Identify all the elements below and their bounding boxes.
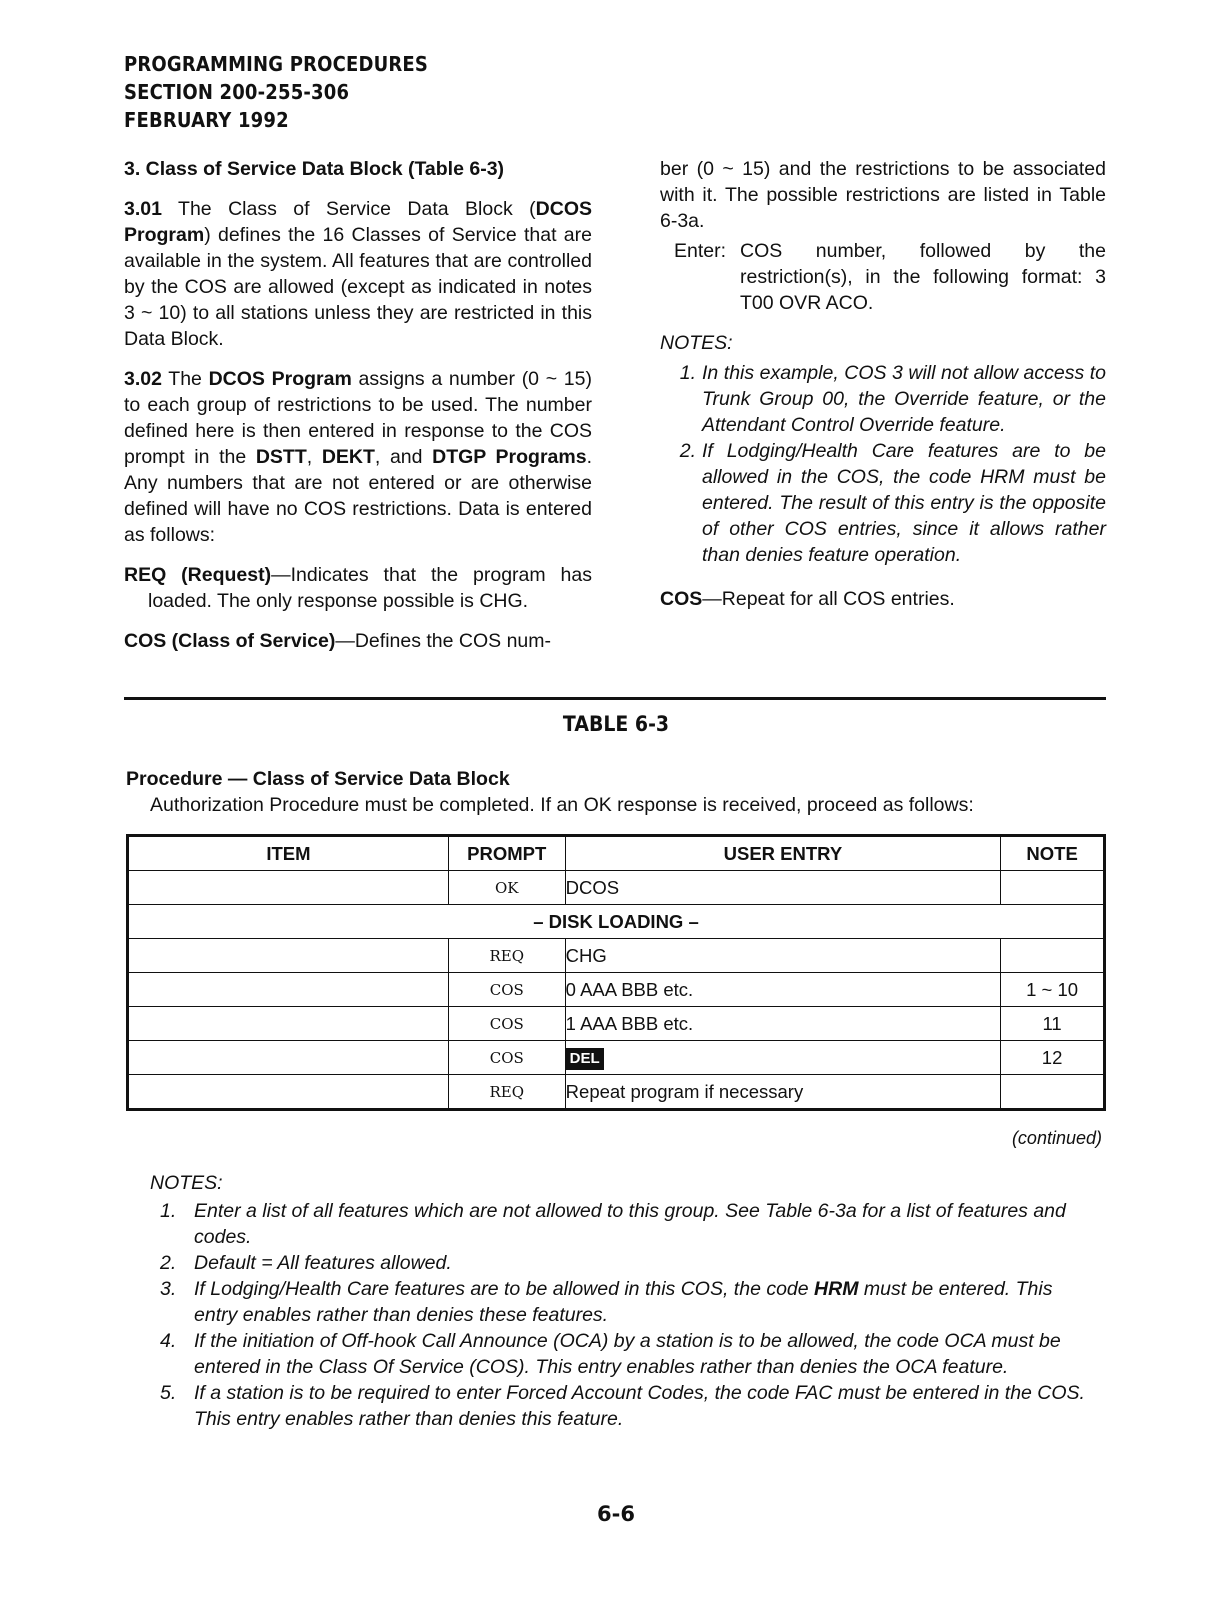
procedure-title: Procedure — Class of Service Data Block xyxy=(126,768,510,790)
page-header xyxy=(124,50,428,134)
table-row xyxy=(128,1075,1105,1110)
definition: —Indicates that the program has loaded. The only response possible is CHG. xyxy=(148,564,592,612)
paragraph-3-01 xyxy=(124,196,592,352)
note-number: 3. xyxy=(160,1278,177,1300)
paragraph-text: ) defines the 16 Classes of Service that are available in the system. All features that are controlled by the COS are allowed (except as indicated in notes 3 ~ 10) to all stations unless they are restricted in this Data Block. xyxy=(124,224,592,350)
table-row xyxy=(128,1007,1105,1041)
cos-continuation: ber (0 ~ 15) and the restrictions to be associated with it. The possible restrictions are listed in Table 6-3a. xyxy=(660,158,1106,232)
cell-item xyxy=(128,939,449,973)
paragraph-bold: DTGP Programs xyxy=(432,446,587,468)
cell-item xyxy=(128,1075,449,1110)
note-text: Enter a list of all features which are not allowed to this group. See Table 6-3a for a list of features and codes. xyxy=(194,1200,1066,1248)
notes-list xyxy=(660,360,1106,568)
table-row-disk-loading xyxy=(128,905,1105,939)
header-section: SECTION 200-255-306 xyxy=(124,80,350,104)
cell-prompt: COS xyxy=(448,1007,565,1041)
req-definition xyxy=(124,562,592,614)
del-key-icon: DEL xyxy=(566,1048,604,1070)
paragraph-text: . Any numbers that are not entered or are otherwise defined will have no COS restrictions. Data is entered as follows: xyxy=(124,446,593,546)
header-title: PROGRAMMING PROCEDURES xyxy=(124,52,429,76)
cos-definition xyxy=(124,628,592,654)
cell-note: 12 xyxy=(1001,1041,1105,1075)
continued-label: (continued) xyxy=(1011,1128,1102,1148)
paragraph-number: 3.02 xyxy=(124,368,162,390)
term: COS (Class of Service) xyxy=(124,630,336,652)
cell-entry: 1 AAA BBB etc. xyxy=(565,1007,1001,1041)
cell-entry: CHG xyxy=(565,939,1001,973)
table-note-item xyxy=(150,1276,1090,1328)
left-column xyxy=(124,156,592,668)
paragraph-text: , xyxy=(306,446,322,468)
paragraph-text: assigns a number (0 ~ 15) to each group of restrictions to be used. The number defined here is then entered in response to the COS prompt in the xyxy=(124,368,592,468)
table-notes xyxy=(150,1170,1090,1432)
enter-instruction xyxy=(674,238,1106,316)
note-text: If Lodging/Health Care features are to be allowed in the COS, the code HRM must be entered. The result of this entry is the opposite of other COS entries, since it allows rather than denies feature operation. xyxy=(702,440,1106,566)
table-title: TABLE 6-3 xyxy=(562,712,670,736)
procedure-table xyxy=(126,834,1106,1111)
disk-loading-label: – DISK LOADING – xyxy=(128,905,1105,939)
enter-label: Enter: xyxy=(674,240,727,262)
paragraph-3-02 xyxy=(124,366,592,548)
cell-prompt: COS xyxy=(448,973,565,1007)
table-row xyxy=(128,973,1105,1007)
cell-item xyxy=(128,1007,449,1041)
paragraph-bold: DSTT xyxy=(255,446,307,468)
table-note-item xyxy=(150,1380,1090,1432)
header-date: FEBRUARY 1992 xyxy=(124,108,289,132)
cell-prompt: COS xyxy=(448,1041,565,1075)
note-text-part: If Lodging/Health Care features are to be allowed in this COS, the code xyxy=(194,1278,815,1300)
cell-entry: DCOS xyxy=(565,871,1001,905)
table-header-row xyxy=(128,836,1105,871)
term: REQ (Request) xyxy=(124,564,272,586)
cell-note xyxy=(1001,1075,1105,1110)
note-number: 2. xyxy=(679,440,696,462)
table-row xyxy=(128,939,1105,973)
notes-heading: NOTES: xyxy=(660,332,733,354)
paragraph-bold: DEKT xyxy=(321,446,375,468)
note-number: 1. xyxy=(679,362,696,384)
table-notes-heading: NOTES: xyxy=(150,1172,223,1194)
header-prompt: PROMPT xyxy=(448,836,565,871)
cell-item xyxy=(128,1041,449,1075)
cell-note xyxy=(1001,871,1105,905)
note-text: In this example, COS 3 will not allow access to Trunk Group 00, the Override feature, or the Attendant Control Override feature. xyxy=(702,362,1106,436)
cell-note: 1 ~ 10 xyxy=(1001,973,1105,1007)
cell-note: 11 xyxy=(1001,1007,1105,1041)
cell-entry: Repeat program if necessary xyxy=(565,1075,1001,1110)
note-number: 1. xyxy=(160,1200,177,1222)
enter-text: COS number, followed by the restriction(s), in the following format: 3 T00 OVR ACO. xyxy=(740,240,1106,314)
header-item: ITEM xyxy=(128,836,449,871)
section-divider xyxy=(124,697,1106,700)
table-note-item xyxy=(150,1198,1090,1250)
note-text: Default = All features allowed. xyxy=(194,1252,452,1274)
cell-prompt: REQ xyxy=(448,1075,565,1110)
cell-entry: 0 AAA BBB etc. xyxy=(565,973,1001,1007)
procedure-subtitle: Authorization Procedure must be completed. If an OK response is received, proceed as follows: xyxy=(150,794,974,816)
note-number: 2. xyxy=(160,1252,177,1274)
paragraph-number: 3.01 xyxy=(124,198,162,220)
note-number: 4. xyxy=(160,1330,177,1352)
cos-repeat xyxy=(660,586,1106,612)
cell-prompt: OK xyxy=(448,871,565,905)
right-column xyxy=(660,156,1106,626)
note-text xyxy=(194,1276,1090,1328)
paragraph-text: The xyxy=(161,368,209,390)
paragraph-text: , and xyxy=(374,446,433,468)
definition: —Defines the COS num- xyxy=(335,630,552,652)
page-number: 6-6 xyxy=(597,1502,635,1526)
cell-item xyxy=(128,871,449,905)
note-text-part: must be entered. This entry enables rather than denies these features. xyxy=(194,1278,1053,1326)
note-item xyxy=(660,360,1106,438)
note-number: 5. xyxy=(160,1382,177,1404)
table-note-item xyxy=(150,1328,1090,1380)
paragraph-bold: DCOS Program xyxy=(124,198,592,246)
table-note-item xyxy=(150,1250,1090,1276)
note-text: If the initiation of Off-hook Call Announce (OCA) by a station is to be allowed, the code OCA must be entered in the Class Of Service (COS). This entry enables rather than denies the OCA feature. xyxy=(194,1330,1061,1378)
paragraph-bold: DCOS Program xyxy=(208,368,352,390)
table-row xyxy=(128,871,1105,905)
cell-entry xyxy=(565,1041,1001,1075)
paragraph-text: The Class of Service Data Block ( xyxy=(161,198,536,220)
note-text: If a station is to be required to enter Forced Account Codes, the code FAC must be entered in the COS. This entry enables rather than denies this feature. xyxy=(194,1382,1085,1430)
header-user-entry: USER ENTRY xyxy=(565,836,1001,871)
table-row xyxy=(128,1041,1105,1075)
definition: —Repeat for all COS entries. xyxy=(702,588,955,610)
term: COS xyxy=(660,588,703,610)
note-text-bold: HRM xyxy=(814,1278,859,1300)
note-item xyxy=(660,438,1106,568)
section-title: 3. Class of Service Data Block (Table 6-3) xyxy=(124,158,505,180)
cell-note xyxy=(1001,939,1105,973)
cell-prompt: REQ xyxy=(448,939,565,973)
cell-item xyxy=(128,973,449,1007)
header-note: NOTE xyxy=(1001,836,1105,871)
